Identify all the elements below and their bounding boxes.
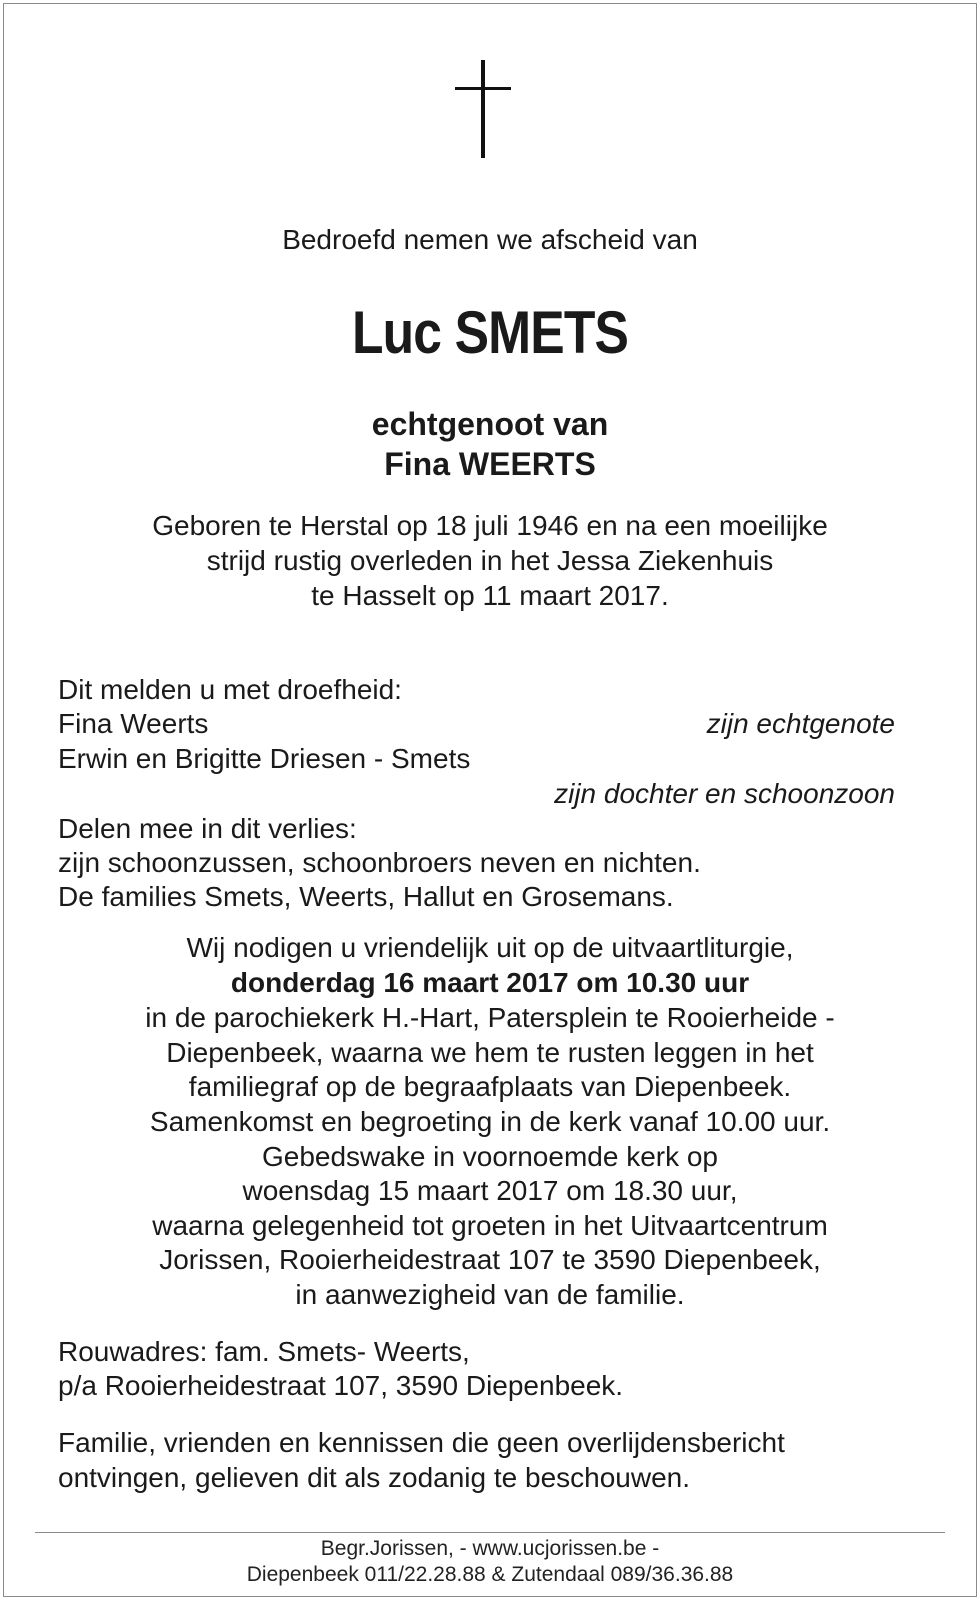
- footer-line: Begr.Jorissen, - www.ucjorissen.be -: [320, 1537, 660, 1560]
- announcer-relation: zijn echtgenote: [706, 708, 895, 739]
- mourning-address-line: Rouwadres: fam. Smets- Weerts,: [58, 1336, 470, 1367]
- funeral-line: woensdag 15 maart 2017 om 18.30 uur,: [242, 1175, 738, 1206]
- footer-line: Diepenbeek 011/22.28.88 & Zutendaal 089/36.36.88: [246, 1563, 734, 1586]
- intro-text: Bedroefd nemen we afscheid van: [282, 224, 698, 255]
- funeral-line: Jorissen, Rooierheidestraat 107 te 3590 Diepenbeek,: [159, 1244, 821, 1275]
- notice-line: Familie, vrienden en kennissen die geen overlijdensbericht: [58, 1427, 785, 1458]
- footer-divider: [35, 1532, 945, 1533]
- announcer-relation: zijn dochter en schoonzoon: [554, 778, 895, 809]
- sharing-line: zijn schoonzussen, schoonbroers neven en nichten.: [58, 847, 701, 878]
- spouse-label: echtgenoot van: [371, 406, 609, 442]
- mourning-address-line: p/a Rooierheidestraat 107, 3590 Diepenbeek.: [58, 1370, 624, 1401]
- announcer-name: Fina Weerts: [58, 708, 209, 739]
- deceased-name: Luc SMETS: [351, 299, 629, 366]
- cross-icon: [455, 60, 513, 158]
- funeral-line: in aanwezigheid van de familie.: [295, 1279, 685, 1310]
- announcer-name: Erwin en Brigitte Driesen - Smets: [58, 743, 471, 774]
- announcers-heading: Dit melden u met droefheid:: [58, 674, 402, 705]
- notice-line: ontvingen, gelieven dit als zodanig te beschouwen.: [58, 1462, 690, 1493]
- funeral-invite: Wij nodigen u vriendelijk uit op de uitvaartliturgie,: [186, 932, 794, 963]
- birth-death-line: te Hasselt op 11 maart 2017.: [311, 580, 669, 611]
- sharing-heading: Delen mee in dit verlies:: [58, 813, 357, 844]
- funeral-date-time: donderdag 16 maart 2017 om 10.30 uur: [230, 967, 750, 998]
- funeral-line: familiegraf op de begraafplaats van Diepenbeek.: [188, 1071, 792, 1102]
- funeral-line: in de parochiekerk H.-Hart, Patersplein te Rooierheide -: [145, 1002, 835, 1033]
- sharing-line: De families Smets, Weerts, Hallut en Grosemans.: [58, 881, 674, 912]
- spouse-name: Fina WEERTS: [384, 446, 596, 482]
- funeral-line: waarna gelegenheid tot groeten in het Uitvaartcentrum: [152, 1210, 828, 1241]
- birth-death-line: Geboren te Herstal op 18 juli 1946 en na een moeilijke: [152, 510, 828, 541]
- birth-death-line: strijd rustig overleden in het Jessa Ziekenhuis: [206, 545, 774, 576]
- funeral-line: Diepenbeek, waarna we hem te rusten leggen in het: [166, 1037, 814, 1068]
- funeral-line: Gebedswake in voornoemde kerk op: [261, 1141, 719, 1172]
- funeral-line: Samenkomst en begroeting in de kerk vanaf 10.00 uur.: [149, 1106, 831, 1137]
